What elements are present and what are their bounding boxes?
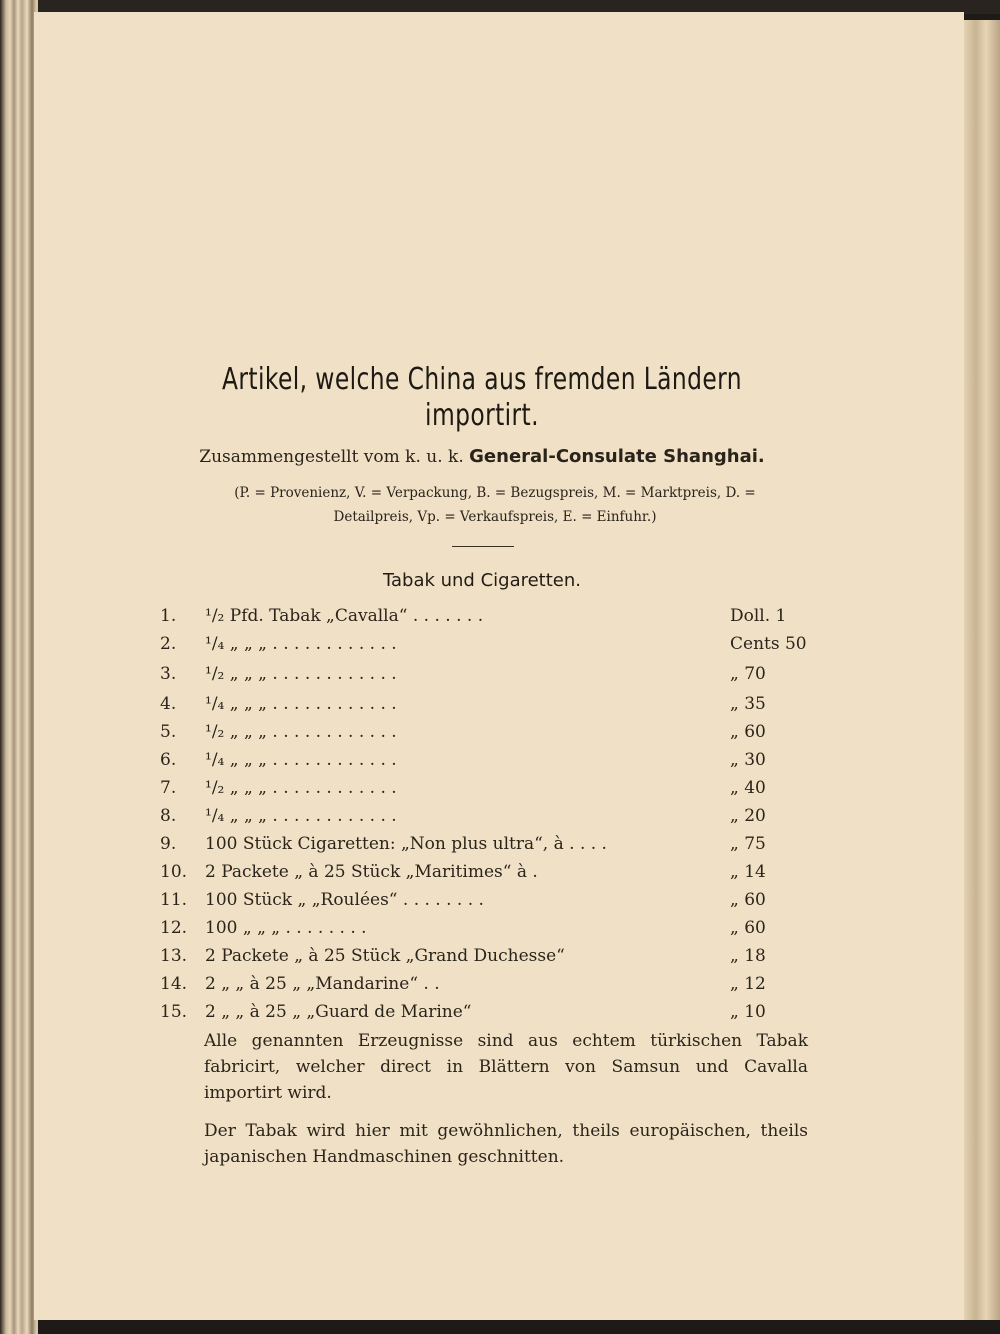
item-desc: ¹/₂ „ „ „ . . . . . . . . . . . . [205, 722, 397, 742]
item-num: 10. [160, 862, 188, 882]
item-price: „ 20 [730, 806, 766, 826]
item-price: „ 35 [730, 694, 766, 714]
item-num: 5. [160, 722, 177, 742]
item-price: „ 18 [730, 946, 766, 966]
page-stack-edge [964, 20, 1000, 1320]
item-price: „ 60 [730, 890, 766, 910]
item-price: „ 30 [730, 750, 766, 770]
section-heading: Tabak und Cigaretten. [382, 570, 582, 591]
divider-rule [452, 546, 514, 547]
item-num: 11. [160, 890, 188, 910]
item-num: 8. [160, 806, 177, 826]
abbreviations-line-2: Detailpreis, Vp. = Verkaufspreis, E. = Einfuhr.) [333, 509, 657, 525]
item-desc: ¹/₂ „ „ „ . . . . . . . . . . . . [205, 664, 397, 684]
abbreviations-line-1: (P. = Provenienz, V. = Verpackung, B. = Bezugspreis, M. = Marktpreis, D. = [234, 485, 756, 501]
item-desc: ¹/₄ „ „ „ . . . . . . . . . . . . [205, 694, 397, 714]
paragraph-2: Der Tabak wird hier mit gewöhnlichen, theils europäischen, theils japanischen Handmaschinen geschnitten. [204, 1121, 808, 1167]
item-num: 6. [160, 750, 177, 770]
item-price: „ 12 [730, 974, 766, 994]
item-desc: ¹/₄ „ „ „ . . . . . . . . . . . . [205, 750, 397, 770]
item-desc: ¹/₄ „ „ „ . . . . . . . . . . . . [205, 634, 397, 654]
compiled-by: Zusammengestellt vom k. u. k. [199, 447, 464, 467]
item-num: 14. [160, 974, 188, 994]
item-desc: ¹/₂ Pfd. Tabak „Cavalla“ . . . . . . . [205, 606, 484, 626]
item-desc: ¹/₂ „ „ „ . . . . . . . . . . . . [205, 778, 397, 798]
item-num: 3. [160, 664, 177, 684]
item-num: 4. [160, 694, 177, 714]
item-desc: 2 „ „ à 25 „ „Guard de Marine“ [205, 1002, 472, 1022]
item-num: 12. [160, 918, 188, 938]
item-price: Doll. 1 [730, 606, 787, 626]
consulate-name: General-Consulate Shanghai. [469, 446, 765, 467]
item-price: „ 60 [730, 918, 766, 938]
title-line-2: importirt. [425, 398, 539, 433]
item-desc: 100 Stück „ „Roulées“ . . . . . . . . [205, 890, 484, 910]
item-num: 2. [160, 634, 177, 654]
item-price: „ 14 [730, 862, 766, 882]
item-price: „ 10 [730, 1002, 766, 1022]
item-desc: 100 Stück Cigaretten: „Non plus ultra“, à . . . . [205, 834, 607, 854]
item-num: 9. [160, 834, 177, 854]
item-desc: 100 „ „ „ . . . . . . . . [205, 918, 367, 938]
item-price: „ 70 [730, 664, 766, 684]
item-num: 7. [160, 778, 177, 798]
title-line-1: Artikel, welche China aus fremden Ländern [222, 362, 742, 397]
item-num: 1. [160, 606, 177, 626]
book-spine [0, 0, 38, 1334]
item-price: „ 40 [730, 778, 766, 798]
bleed-through-text [130, 140, 830, 308]
item-desc: ¹/₄ „ „ „ . . . . . . . . . . . . [205, 806, 397, 826]
item-price: „ 60 [730, 722, 766, 742]
item-desc: 2 Packete „ à 25 Stück „Maritimes“ à . [205, 862, 538, 882]
item-desc: 2 „ „ à 25 „ „Mandarine“ . . [205, 974, 440, 994]
subtitle [0, 446, 964, 467]
item-desc: 2 Packete „ à 25 Stück „Grand Duchesse“ [205, 946, 565, 966]
item-num: 15. [160, 1002, 188, 1022]
paragraph-1: Alle genannten Erzeugnisse sind aus echtem türkischen Tabak fabricirt, welcher direct in Blättern von Samsun und Cavalla importirt wird. [204, 1031, 808, 1103]
item-price: Cents 50 [730, 634, 807, 654]
item-price: „ 75 [730, 834, 766, 854]
item-num: 13. [160, 946, 188, 966]
